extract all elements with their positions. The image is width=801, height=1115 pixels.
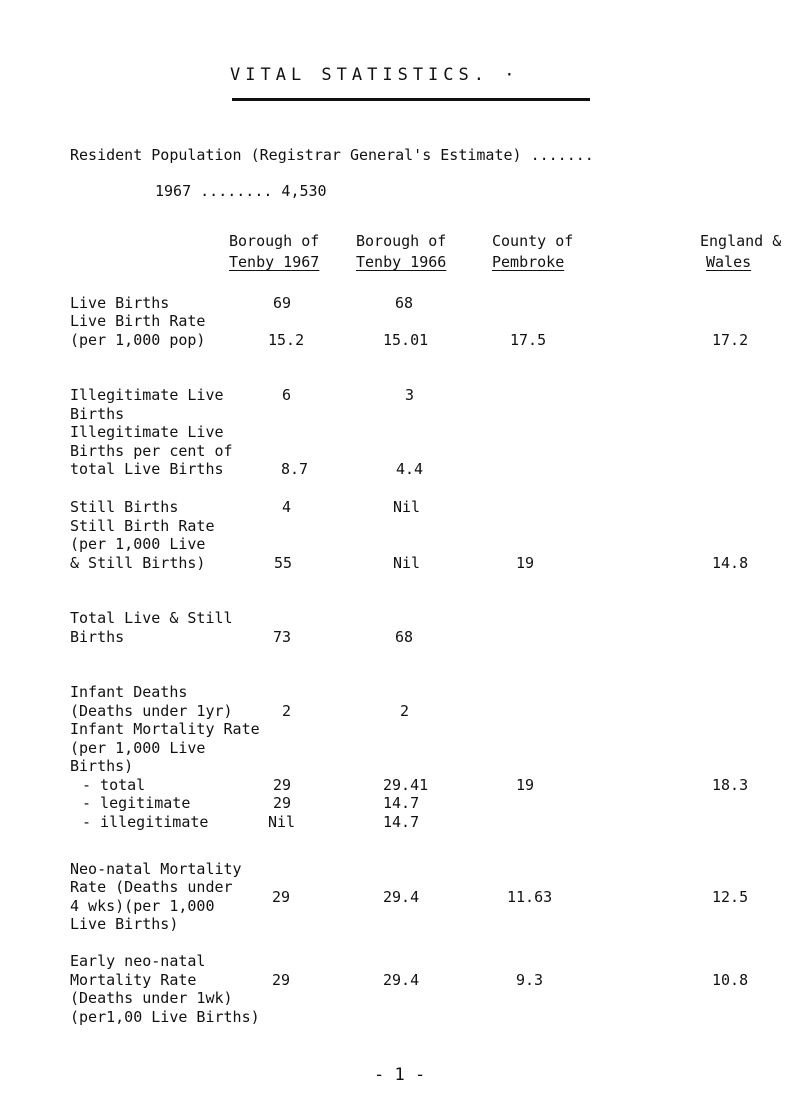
label-imr-legit: - legitimate (82, 794, 191, 812)
value-cell: 10.8 (712, 971, 749, 989)
label-still-rate-1: Still Birth Rate (70, 517, 215, 535)
value-cell: 14.7 (383, 813, 420, 831)
label-infant-1: Infant Deaths (70, 683, 188, 701)
value-cell: 68 (395, 294, 414, 312)
value-cell: 18.3 (712, 776, 749, 794)
label-illeg-pct-1: Illegitimate Live (70, 423, 224, 441)
page-number: - 1 - (374, 1065, 426, 1085)
value-cell: 29 (273, 776, 292, 794)
label-neo-3: 4 wks)(per 1,000 (70, 897, 215, 915)
col-header-2-line2: Tenby 1966 (356, 253, 447, 271)
value-cell: 19 (516, 776, 535, 794)
value-cell: 55 (274, 554, 293, 572)
col-header-1-line2: Tenby 1967 (229, 253, 320, 271)
value-cell: Nil (393, 498, 421, 516)
col-header-4-line2: Wales (706, 253, 752, 271)
label-neo-1: Neo-natal Mortality (70, 860, 242, 878)
label-live-births: Live Births (70, 294, 170, 312)
value-cell: 4 (282, 498, 292, 516)
value-cell: 29 (273, 794, 292, 812)
value-cell: 29 (272, 888, 291, 906)
value-cell: 29.4 (383, 971, 420, 989)
value-cell: 69 (273, 294, 292, 312)
label-still-rate-2: (per 1,000 Live (70, 535, 206, 553)
label-live-birth-rate-2: (per 1,000 pop) (70, 331, 206, 349)
value-cell: 29.41 (383, 776, 429, 794)
value-cell: 6 (282, 386, 292, 404)
value-cell: 3 (405, 386, 415, 404)
label-imr-total: - total (82, 776, 146, 794)
label-illegitimate-1: Illegitimate Live (70, 386, 224, 404)
label-early-2: Mortality Rate (70, 971, 197, 989)
label-illegitimate-2: Births (70, 405, 125, 423)
value-cell: 15.01 (383, 331, 429, 349)
resident-population-label: Resident Population (Registrar General's Estimate) ....... (70, 146, 594, 164)
page-title: VITAL STATISTICS. · (230, 65, 520, 85)
value-cell: 8.7 (281, 460, 309, 478)
label-illeg-pct-2: Births per cent of (70, 442, 233, 460)
value-cell: Nil (393, 554, 421, 572)
value-cell: 14.8 (712, 554, 749, 572)
label-early-1: Early neo-natal (70, 952, 206, 970)
value-cell: 11.63 (507, 888, 553, 906)
value-cell: Nil (268, 813, 296, 831)
value-cell: 68 (395, 628, 414, 646)
label-still-rate-3: & Still Births) (70, 554, 206, 572)
label-imr-2: (per 1,000 Live (70, 739, 206, 757)
value-cell: 19 (516, 554, 535, 572)
value-cell: 9.3 (516, 971, 544, 989)
value-cell: 14.7 (383, 794, 420, 812)
value-cell: 2 (400, 702, 410, 720)
label-illeg-pct-3: total Live Births (70, 460, 224, 478)
value-cell: 17.2 (712, 331, 749, 349)
value-cell: 17.5 (510, 331, 547, 349)
value-cell: 15.2 (268, 331, 305, 349)
label-total-1: Total Live & Still (70, 609, 233, 627)
label-still-births: Still Births (70, 498, 179, 516)
col-header-3-line2: Pembroke (492, 253, 565, 271)
col-header-3-line1: County of (492, 232, 574, 250)
value-cell: 73 (273, 628, 292, 646)
value-cell: 29.4 (383, 888, 420, 906)
label-imr-3: Births) (70, 757, 134, 775)
label-imr-illegit: - illegitimate (82, 813, 209, 831)
label-imr-1: Infant Mortality Rate (70, 720, 260, 738)
label-neo-4: Live Births) (70, 915, 179, 933)
label-neo-2: Rate (Deaths under (70, 878, 233, 896)
value-cell: 12.5 (712, 888, 749, 906)
label-infant-2: (Deaths under 1yr) (70, 702, 233, 720)
label-early-4: (per1,00 Live Births) (70, 1008, 260, 1026)
resident-population-year-line: 1967 ........ 4,530 (155, 182, 327, 200)
label-early-3: (Deaths under 1wk) (70, 989, 233, 1007)
value-cell: 4.4 (396, 460, 424, 478)
col-header-4-line1: England & (700, 232, 782, 250)
title-underline (232, 98, 590, 101)
value-cell: 29 (272, 971, 291, 989)
label-live-birth-rate-1: Live Birth Rate (70, 312, 206, 330)
col-header-1-line1: Borough of (229, 232, 320, 250)
value-cell: 2 (282, 702, 292, 720)
col-header-2-line1: Borough of (356, 232, 447, 250)
label-total-2: Births (70, 628, 125, 646)
